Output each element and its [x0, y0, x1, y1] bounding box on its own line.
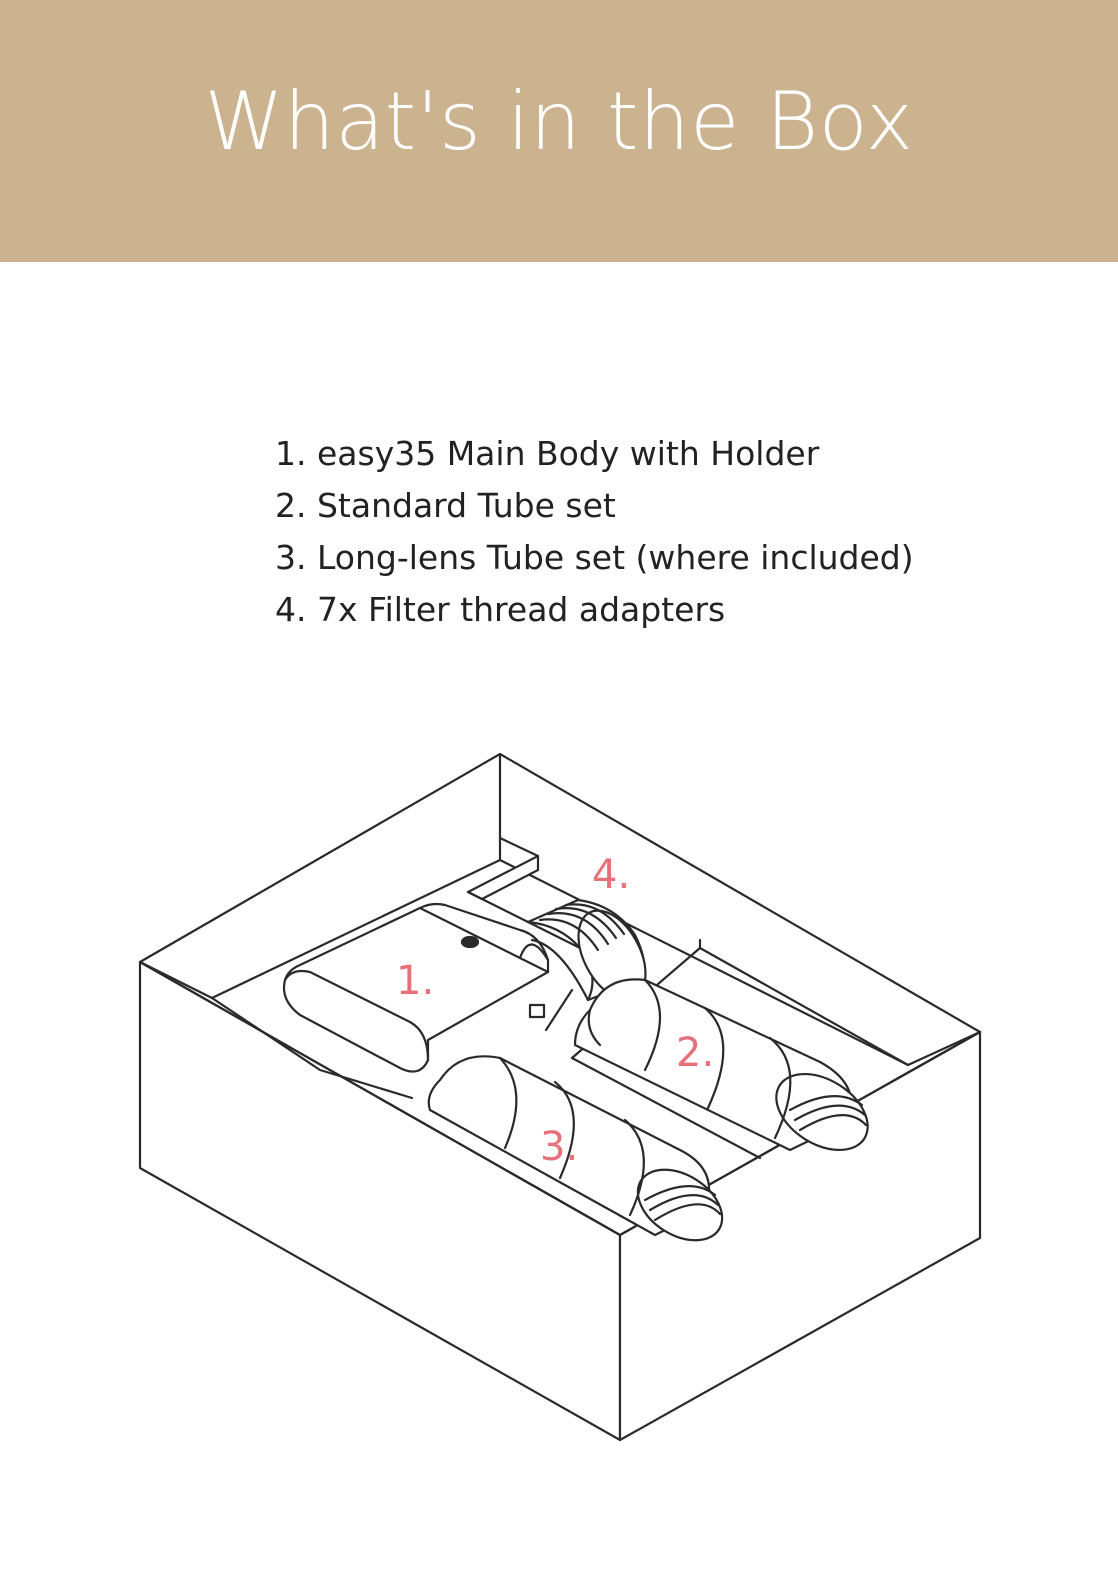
label-item-3: 3.	[540, 1124, 579, 1170]
page-title: What's in the Box	[204, 75, 914, 168]
label-item-1: 1.	[396, 958, 435, 1004]
list-item: 4. 7x Filter thread adapters	[275, 590, 726, 629]
list-item: 3. Long-lens Tube set (where included)	[275, 538, 914, 577]
label-item-2: 2.	[676, 1030, 715, 1076]
list-item: 1. easy35 Main Body with Holder	[275, 434, 820, 473]
label-item-4: 4.	[592, 852, 631, 898]
list-item: 2. Standard Tube set	[275, 486, 616, 525]
